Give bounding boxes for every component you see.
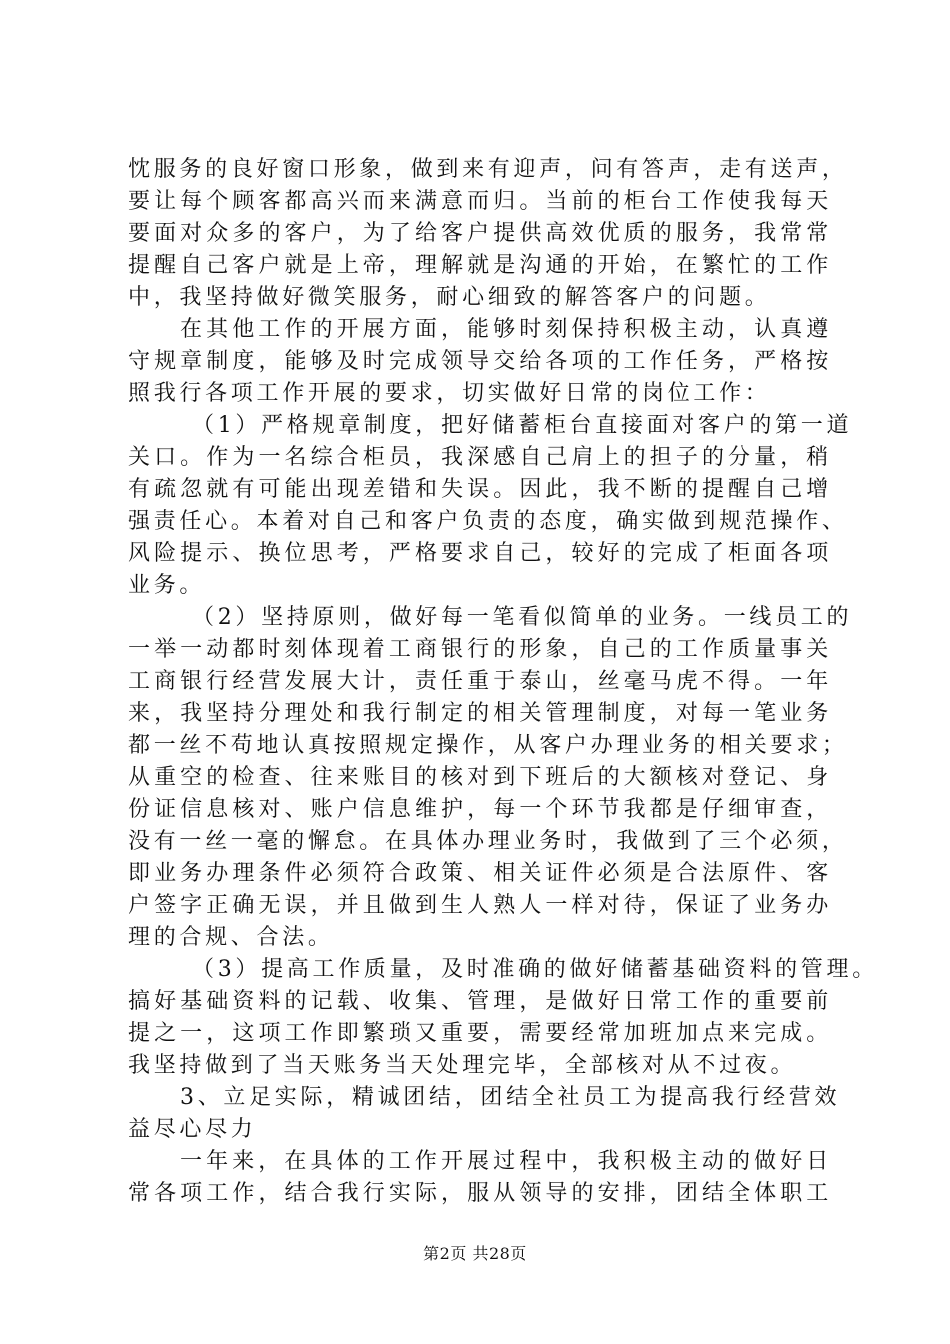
page-number-label: 第2页 共28页 — [423, 1244, 527, 1263]
text-line: 我坚持做到了当天账务当天处理完毕，全部核对从不过夜。 — [128, 1053, 797, 1078]
text-line: 常各项工作，结合我行实际，服从领导的安排，团结全体职工 — [128, 1181, 832, 1206]
paragraph-start-line: 一年来，在具体的工作开展过程中，我积极主动的做好日 — [180, 1149, 832, 1174]
text-line: 份证信息核对、账户信息维护，每一个环节我都是仔细审查， — [128, 797, 832, 822]
text-line: 关口。作为一名综合柜员，我深感自己肩上的担子的分量，稍 — [128, 445, 832, 470]
text-line: 守规章制度，能够及时完成领导交给各项的工作任务，严格按 — [128, 349, 832, 374]
text-line: 中，我坚持做好微笑服务，耐心细致的解答客户的问题。 — [128, 285, 771, 310]
text-line: 都一丝不苟地认真按照规定操作，从客户办理业务的相关要求； — [128, 733, 848, 758]
page-footer — [0, 1243, 950, 1265]
section-heading-line: 3、立足实际，精诚团结，团结全社员工为提高我行经营效 — [180, 1085, 841, 1110]
text-line: 要让每个顾客都高兴而来满意而归。当前的柜台工作使我每天 — [128, 189, 832, 214]
paragraph-start-line: （2）坚持原则，做好每一笔看似简单的业务。一线员工的 — [192, 605, 853, 630]
text-line: 照我行各项工作开展的要求，切实做好日常的岗位工作： — [128, 381, 771, 406]
text-line: 即业务办理条件必须符合政策、相关证件必须是合法原件、客 — [128, 861, 832, 886]
paragraph-start-line: （1）严格规章制度，把好储蓄柜台直接面对客户的第一道 — [192, 413, 853, 438]
text-line: 没有一丝一毫的懈怠。在具体办理业务时，我做到了三个必须， — [128, 829, 848, 854]
section-heading-line: 益尽心尽力 — [128, 1117, 257, 1142]
text-line: 一举一动都时刻体现着工商银行的形象，自己的工作质量事关 — [128, 637, 832, 662]
text-line: 风险提示、换位思考，严格要求自己，较好的完成了柜面各项 — [128, 541, 832, 566]
paragraph-start-line: （3）提高工作质量，及时准确的做好储蓄基础资料的管理。 — [192, 957, 878, 982]
text-line: 提之一，这项工作即繁琐又重要，需要经常加班加点来完成。 — [128, 1021, 832, 1046]
text-line: 工商银行经营发展大计，责任重于泰山，丝毫马虎不得。一年 — [128, 669, 832, 694]
text-line: 从重空的检查、往来账目的核对到下班后的大额核对登记、身 — [128, 765, 832, 790]
text-line: 提醒自己客户就是上帝，理解就是沟通的开始，在繁忙的工作 — [128, 253, 832, 278]
text-line: 搞好基础资料的记载、收集、管理，是做好日常工作的重要前 — [128, 989, 832, 1014]
text-line: 要面对众多的客户，为了给客户提供高效优质的服务，我常常 — [128, 221, 832, 246]
text-line: 理的合规、合法。 — [128, 925, 334, 950]
document-body — [128, 154, 878, 1210]
text-line: 有疏忽就有可能出现差错和失误。因此，我不断的提醒自己增 — [128, 477, 832, 502]
text-line: 来，我坚持分理处和我行制定的相关管理制度，对每一笔业务 — [128, 701, 832, 726]
text-line: 业务。 — [128, 573, 206, 598]
text-line: 忱服务的良好窗口形象，做到来有迎声，问有答声，走有送声， — [128, 157, 848, 182]
text-line: 户签字正确无误，并且做到生人熟人一样对待，保证了业务办 — [128, 893, 832, 918]
paragraph-start-line: 在其他工作的开展方面，能够时刻保持积极主动，认真遵 — [180, 317, 832, 342]
text-line: 强责任心。本着对自己和客户负责的态度，确实做到规范操作、 — [128, 509, 848, 534]
